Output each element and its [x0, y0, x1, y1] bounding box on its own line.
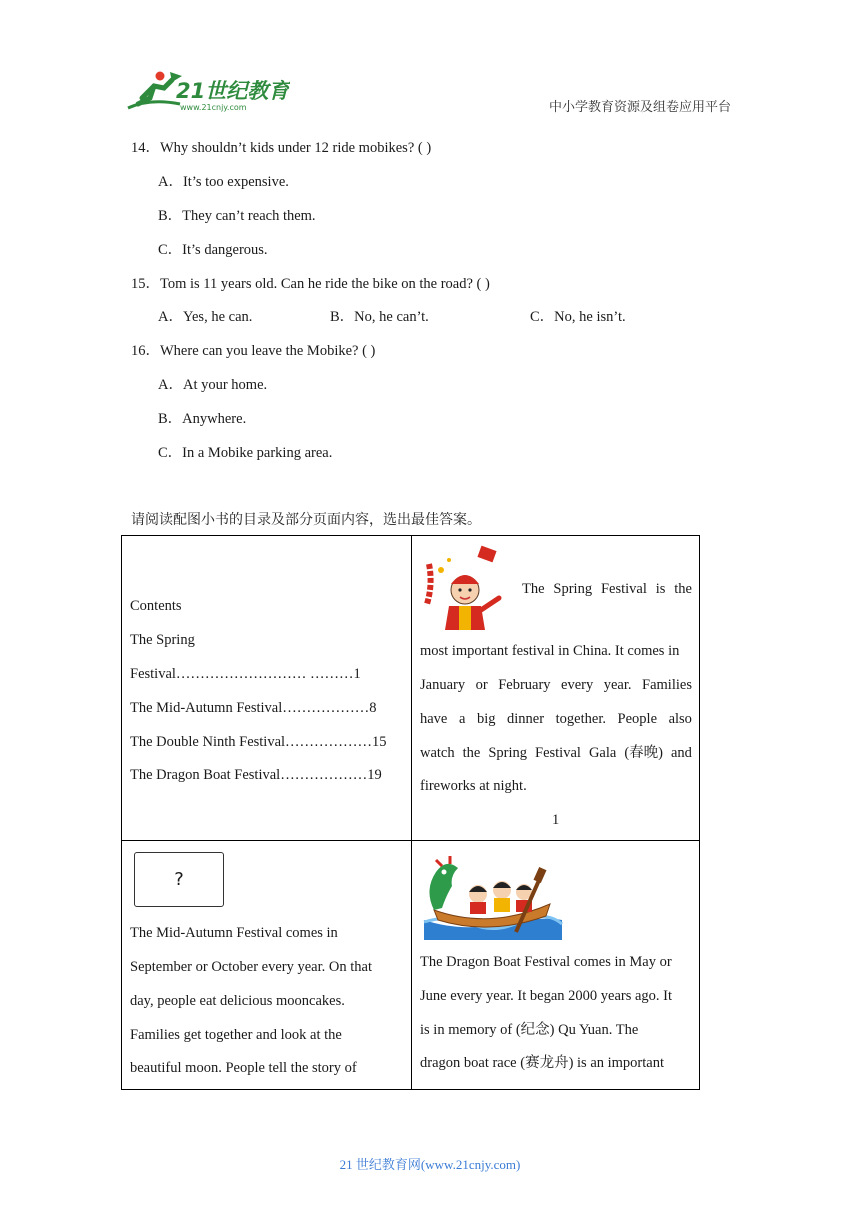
question-14-option-a[interactable]: A．It’s too expensive. — [158, 174, 289, 190]
mid-autumn-line-5: beautiful moon. People tell the story of — [130, 1060, 357, 1076]
svg-text:www.21cnjy.com: www.21cnjy.com — [180, 103, 247, 112]
firecracker-child-icon — [419, 544, 511, 632]
reading-instruction: 请阅读配图小书的目录及部分页面内容，选出最佳答案。 — [131, 512, 481, 528]
question-15-option-a[interactable]: A．Yes, he can. — [158, 309, 253, 325]
dragon-boat-line-3: is in memory of (纪念) Qu Yuan. The — [420, 1022, 639, 1038]
table-divider-horizontal — [122, 840, 699, 841]
contents-item-spring: The Spring — [130, 632, 195, 648]
platform-tagline: 中小学教育资源及组卷应用平台 — [549, 100, 732, 115]
contents-item-mid-autumn: The Mid-Autumn Festival………………8 — [130, 700, 377, 716]
dragon-boat-line-2: June every year. It began 2000 years ago. It — [420, 988, 673, 1004]
mid-autumn-line-2: September or October every year. On that — [130, 959, 372, 975]
question-14-option-b[interactable]: B．They can’t reach them. — [158, 208, 316, 224]
question-14-stem: 14．Why shouldn’t kids under 12 ride mobikes? ( ) — [131, 140, 432, 156]
contents-item-double-ninth: The Double Ninth Festival………………15 — [130, 734, 387, 750]
question-15-option-c[interactable]: C．No, he isn’t. — [530, 309, 626, 325]
dragon-boat-line-1: The Dragon Boat Festival comes in May or — [420, 954, 672, 970]
mid-autumn-line-3: day, people eat delicious mooncakes. — [130, 993, 345, 1009]
missing-image-placeholder: ? — [134, 852, 224, 907]
dragon-boat-icon — [420, 850, 566, 940]
question-14-option-c[interactable]: C．It’s dangerous. — [158, 242, 268, 258]
mid-autumn-line-4: Families get together and look at the — [130, 1027, 342, 1043]
contents-title: Contents — [130, 598, 182, 614]
runner-logo-icon — [120, 68, 290, 114]
table-divider-vertical — [411, 536, 412, 1089]
question-16-option-c[interactable]: C．In a Mobike parking area. — [158, 445, 333, 461]
svg-text:21世纪教育: 21世纪教育 — [176, 79, 290, 103]
page1-line-5: watch the Spring Festival Gala (春晚) and — [420, 745, 692, 761]
question-16-option-b[interactable]: B．Anywhere. — [158, 411, 247, 427]
question-15-option-b[interactable]: B．No, he can’t. — [330, 309, 429, 325]
book-table — [121, 535, 700, 1090]
page1-line-2: most important festival in China. It comes in — [420, 643, 680, 659]
site-logo — [120, 68, 290, 114]
page1-line-3: January or February every year. Families — [420, 677, 692, 693]
page1-first-line: The Spring Festival is the — [522, 581, 692, 597]
contents-item-dragon-boat: The Dragon Boat Festival………………19 — [130, 767, 382, 783]
page1-line-4: have a big dinner together. People also — [420, 711, 692, 727]
question-16-stem: 16．Where can you leave the Mobike? ( ) — [131, 343, 376, 359]
spring-festival-illustration — [419, 544, 511, 632]
dragon-boat-illustration — [420, 850, 566, 940]
contents-item-spring-leader: Festival……………………… ………1 — [130, 666, 361, 682]
question-15-stem: 15．Tom is 11 years old. Can he ride the bike on the road? ( ) — [131, 276, 490, 292]
page1-line-6: fireworks at night. — [420, 778, 527, 794]
footer-link[interactable]: 21 世纪教育网(www.21cnjy.com) — [339, 1157, 521, 1172]
dragon-boat-line-4: dragon boat race (赛龙舟) is an important — [420, 1055, 665, 1071]
mid-autumn-line-1: The Mid-Autumn Festival comes in — [130, 925, 338, 941]
page1-page-number: 1 — [552, 812, 560, 828]
question-16-option-a[interactable]: A．At your home. — [158, 377, 268, 393]
